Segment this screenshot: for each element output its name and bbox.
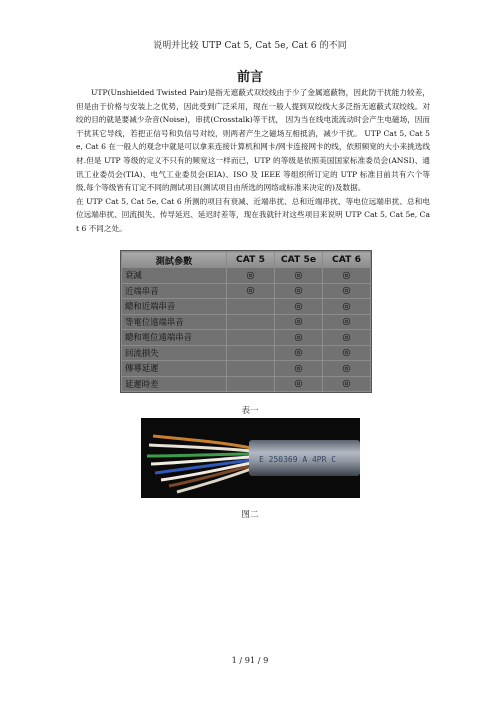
cat6-cell: ◎ (323, 330, 371, 346)
table-row (122, 314, 371, 330)
table-row (122, 330, 371, 346)
cat6-cell: ◎ (323, 283, 371, 299)
table-row (122, 268, 371, 284)
header-cat6: CAT 6 (323, 252, 371, 268)
cat5-cell (227, 299, 275, 315)
header-cat5: CAT 5 (227, 252, 275, 268)
cat6-cell: ◎ (323, 314, 371, 330)
cat5-cell (227, 361, 275, 377)
cat6-cell: ◎ (323, 361, 371, 377)
table-row (122, 283, 371, 299)
cable-print: E 250369 A 4PR C (259, 455, 337, 464)
cat5e-cell: ◎ (275, 314, 323, 330)
header-cat5e: CAT 5e (275, 252, 323, 268)
cat5e-cell: ◎ (275, 268, 323, 284)
table-row (122, 299, 371, 315)
table-caption: 表一 (241, 406, 259, 416)
page-footer: 1 / 91 / 9 (231, 655, 269, 665)
param-cell: 等電位遠端串音 (122, 314, 227, 330)
table-row (122, 376, 371, 392)
cat5e-cell: ◎ (275, 376, 323, 392)
cat5e-cell: ◎ (275, 299, 323, 315)
cat5-cell (227, 376, 275, 392)
param-cell: 總和近端串音 (122, 299, 227, 315)
section-title: 前言 (236, 70, 263, 85)
body-text (76, 86, 430, 236)
table-row (122, 361, 371, 377)
paragraph-intro: UTP(Unshielded Twisted Pair)是指无遮蔽式双绞线由于少了金属遮蔽物，因此防干扰能力较差，但是由于价格与安装上之优势，因此受到广泛采用，现在一般人提到双绞线大多泛指无遮蔽式双绞线。对绞的目的就是要减少杂音(Noise)，串扰(Crosstalk)等干扰， 因为当在线电流流动时会产生电磁场，因而干扰其它导线，若把正信号和负信号对绞，则两者产生之磁场互相抵消，减少干扰。 UTP Cat 5, Cat 5e, Cat 6 在一般人的观念中就是可以拿来连接计算机和网卡/网卡连接网卡的线，依照频宽的大小来挑选线材.但是 UTP 等级的定义不只有的频宽这一样而已，UTP 的等级是依照美国国家标准委员会(ANSI)、通讯工业委员会(TIA)、电气工业委员会(EIA)、ISO 及 IEEE 等组织所订定的 UTP 标准目前共有六个等级,每个等级皆有订定不同的测试项目(测试项目由所选的网络或标准来决定的)及数据。 (76, 88, 430, 193)
cat5-cell (227, 345, 275, 361)
table-row (122, 345, 371, 361)
cat6-cell: ◎ (323, 268, 371, 284)
param-cell: 回流損失 (122, 345, 227, 361)
cat6-cell: ◎ (323, 299, 371, 315)
header-param: 測試參數 (122, 252, 227, 268)
cat5e-cell: ◎ (275, 345, 323, 361)
page-header: 说明并比较 UTP Cat 5, Cat 5e, Cat 6 的不同 (153, 41, 347, 51)
cat5e-cell: ◎ (275, 330, 323, 346)
cat5e-cell: ◎ (275, 361, 323, 377)
cat6-cell: ◎ (323, 345, 371, 361)
paragraph-items: 在 UTP Cat 5, Cat 5e, Cat 6 所测的项目有衰减、近端串扰、总和近端串扰、等电位远端串扰、总和电位远端串扰、回流损失、传导延迟、延迟时差等，现在我就针对这些项目来说明 UTP Cat 5, Cat 5e, Cat 6 不同之处。 (76, 196, 430, 233)
param-cell: 傳導延遲 (122, 361, 227, 377)
cat6-cell: ◎ (323, 376, 371, 392)
comparison-table (121, 251, 371, 392)
figure-caption: 图二 (241, 510, 259, 520)
param-cell: 衰減 (122, 268, 227, 284)
cat5-cell (227, 314, 275, 330)
param-cell: 延遲時差 (122, 376, 227, 392)
table-header-row (122, 252, 371, 268)
param-cell: 總和電位遠端串音 (122, 330, 227, 346)
cat5-cell (227, 330, 275, 346)
comparison-table-image (120, 250, 372, 393)
cat5-cell: ◎ (227, 268, 275, 284)
param-cell: 近端串音 (122, 283, 227, 299)
cat5-cell: ◎ (227, 283, 275, 299)
cable-photo (141, 418, 360, 498)
cat5e-cell: ◎ (275, 283, 323, 299)
